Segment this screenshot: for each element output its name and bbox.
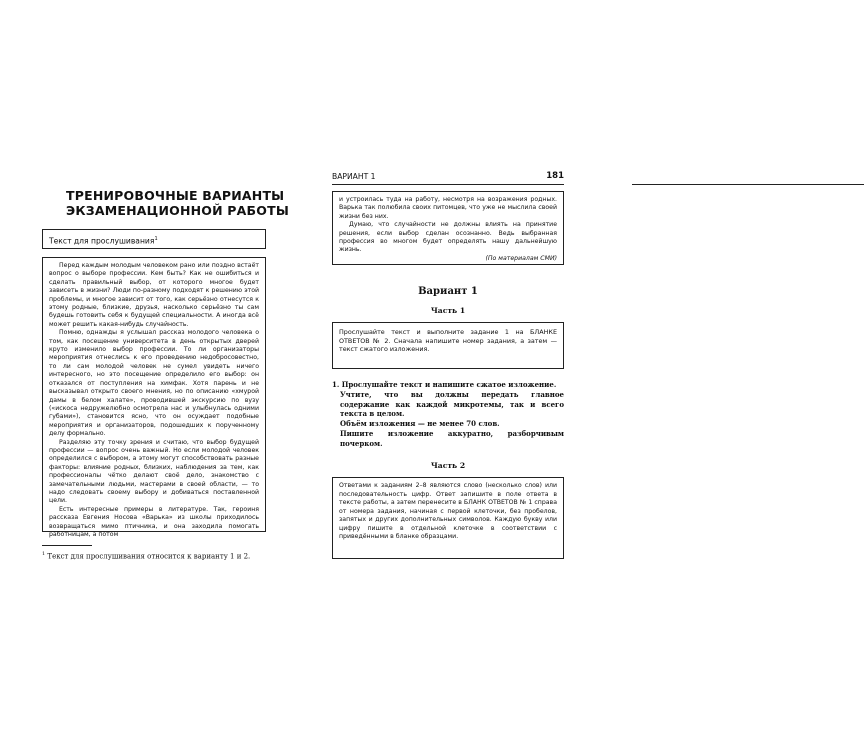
part2-instruction: Ответами к заданиям 2–8 являются слово (несколько слов) или последовательность цифр. Ответ запишите в поле ответа в тексте работы, а затем перенесите в БЛАНК ОТВЕТОВ № 1 справа от номера задания, начиная с первой клеточки, без пробелов, запятых и других дополнительных символов. Каждую букву или цифру пишите в отдельной клеточке в соответствии с приведёнными в бланке образцами. <box>339 482 557 540</box>
listen-label: Текст для прослушивания <box>49 236 155 246</box>
running-head-bar <box>332 172 564 185</box>
continuation-text-box <box>332 191 564 265</box>
part1-instruction: Прослушайте текст и выполните задание 1 на БЛАНКЕ ОТВЕТОВ № 2. Сначала напишите номер задания, а затем — текст сжатого изложения. <box>339 328 557 354</box>
text-paragraph: Помню, однажды я услышал рассказ молодого человека о том, как посещение университета в день открытых дверей круто изменило выбор профессии. То ли организаторы мероприятия отнеслись к его проведению недобросовестно, то ли сам молодой человек не сумел увидеть ничего интересного, но это посещение определило его выбор: он отказался от поступления на химфак. Хотя парень и не высказывал открыто своего мнения, но по описанию «хмурой дамы в белом халате», проводившей экскурсию по вузу («искоса недружелюбно осмотрела нас и улыбнулась одними губами»), становится ясно, что он осуждает подобные мероприятия и организаторов, подошедших к порученному делу формально. <box>49 329 259 438</box>
task-1 <box>332 380 564 449</box>
continuation-paragraph: и устроилась туда на работу, несмотря на возражения родных. Варька так полюбила своих питомцев, что уже не мыслила своей жизни без них. <box>339 196 557 220</box>
part1-heading: Часть 1 <box>430 306 466 315</box>
task-1-heading: 1. Прослушайте текст и напишите сжатое изложение. <box>332 380 557 389</box>
part2-instruction-box <box>332 477 564 559</box>
variant-heading: Вариант 1 <box>418 286 478 297</box>
page-number: 181 <box>546 171 564 181</box>
page-title <box>66 188 289 218</box>
title-line-1: ТРЕНИРОВОЧНЫЕ ВАРИАНТЫ <box>66 188 285 203</box>
part2-heading: Часть 2 <box>430 461 466 470</box>
footnote-text: Текст для прослушивания относится к варианту 1 и 2. <box>47 552 251 561</box>
listen-label-box <box>42 229 266 249</box>
task-1-volume: Объём изложения — не менее 70 слов. <box>340 419 500 429</box>
running-head-title: ВАРИАНТ 1 <box>332 172 376 181</box>
text-paragraph: Перед каждым молодым человеком рано или поздно встаёт вопрос о выборе профессии. Кем быть? Как не ошибиться и сделать правильный выбор, от которого многое будет зависеть в жизни? Люди по-разному подходят к решению этой проблемы, и многое зависит от того, как серьёзно отнесутся к этому родные, близкие, друзья, насколько серьёзно ты сам будешь готовить себя к будущей специальности. А иногда всё может решить какая-нибудь случайность. <box>49 262 259 328</box>
footnote-divider <box>42 545 92 546</box>
listen-footnote-mark: 1 <box>154 236 158 242</box>
part1-instruction-box <box>332 322 564 369</box>
footnote <box>42 550 272 561</box>
footnote-mark: 1 <box>42 551 46 557</box>
continuation-paragraph: Думаю, что случайности не должны влиять на принятие решения, если выбор сделан осознанно. Ведь выбранная профессия во многом будет определять нашу дальнейшую жизнь. <box>339 221 557 254</box>
text-paragraph: Есть интересные примеры в литературе. Так, героиня рассказа Евгения Носова «Варька» из школы приходилось возвращаться мимо птичника, и она заходила помогать работницам, а потом <box>49 505 259 538</box>
running-head <box>632 172 864 185</box>
listening-text-box <box>42 257 266 538</box>
right-page <box>300 0 600 750</box>
task-1-requirement: Учтите, что вы должны передать главное содержание как каждой микротемы, так и всего текста в целом. <box>340 389 564 419</box>
text-paragraph: Разделяю эту точку зрения и считаю, что выбор будущей профессии — вопрос очень важный. Но если молодой человек определился с выбором, а этому могут способствовать разные факторы: влияние родных, близких, наблюдения за тем, как профессионалы чётко делают своё дело, знакомство с замечательными людьми, мастерами в своей области, — то надо следовать своему выбору и добиваться поставленной цели. <box>49 438 259 505</box>
title-line-2: ЭКЗАМЕНАЦИОННОЙ РАБОТЫ <box>66 203 289 218</box>
task-1-handwriting: Пишите изложение аккуратно, разборчивым почерком. <box>340 428 564 448</box>
left-page <box>0 0 300 750</box>
source-note: (По материалам СМИ) <box>485 254 557 262</box>
